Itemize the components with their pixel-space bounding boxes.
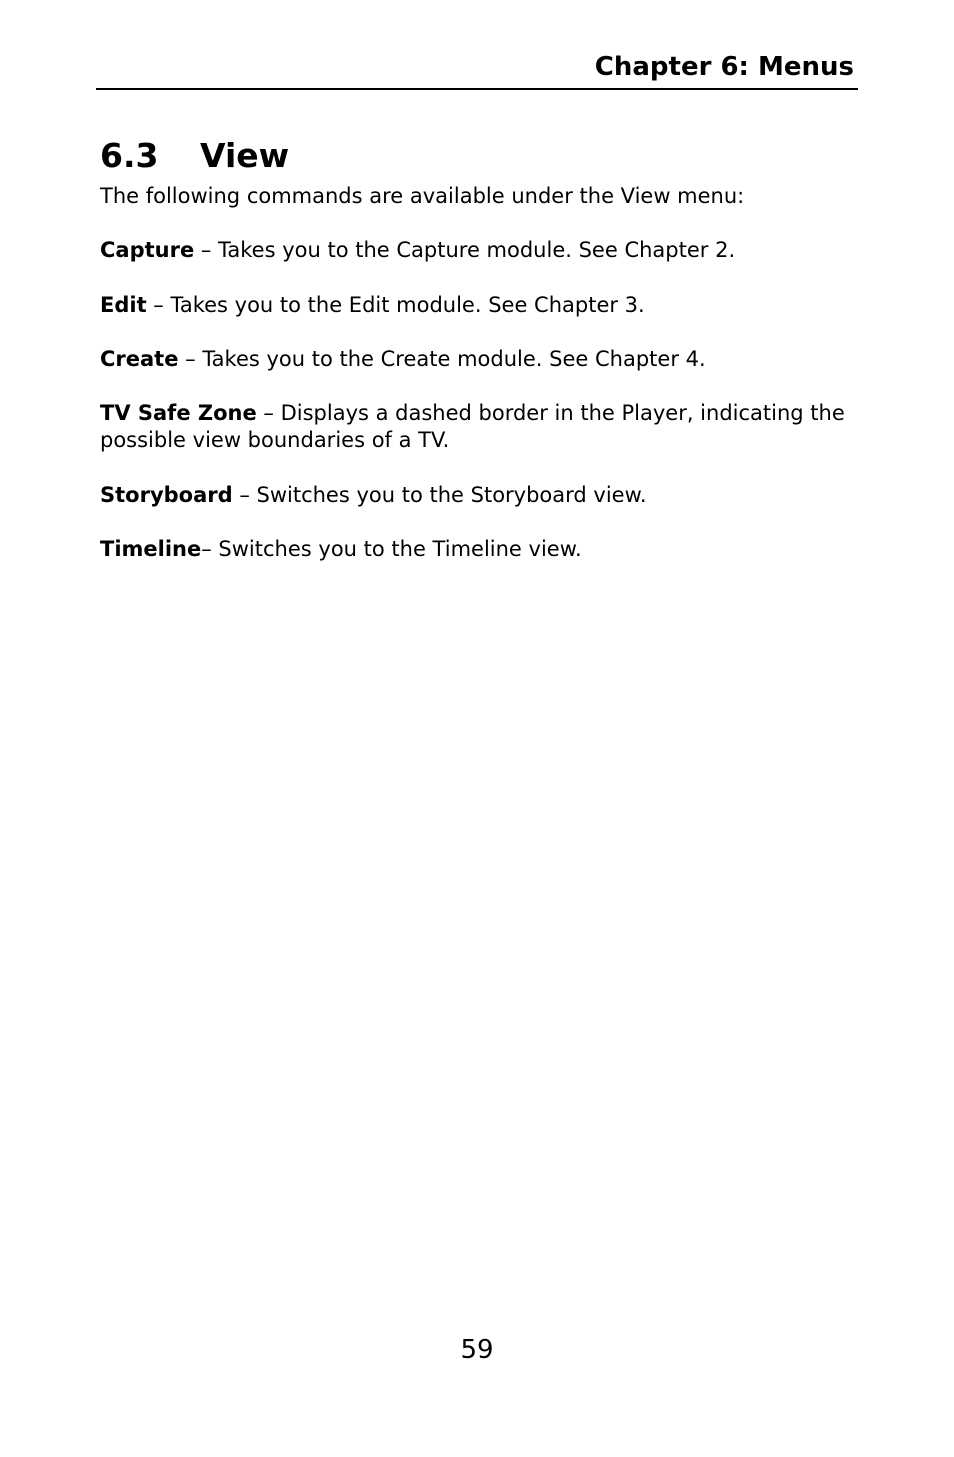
- command-term: Create: [100, 347, 179, 371]
- command-term: TV Safe Zone: [100, 401, 257, 425]
- command-tv-safe-zone: [100, 400, 860, 454]
- command-description: – Takes you to the Capture module. See Chapter 2.: [194, 238, 736, 262]
- section-title: View: [200, 136, 290, 175]
- command-description: – Takes you to the Create module. See Chapter 4.: [178, 347, 706, 371]
- command-timeline: [100, 536, 860, 563]
- command-term: Capture: [100, 238, 195, 262]
- command-term: Timeline: [100, 537, 202, 561]
- command-term: Edit: [100, 293, 147, 317]
- section-number: 6.3: [100, 136, 159, 175]
- page-number: 59: [460, 1335, 494, 1365]
- command-description: – Takes you to the Edit module. See Chapter 3.: [146, 293, 645, 317]
- command-storyboard: [100, 482, 860, 509]
- chapter-title: Chapter 6: Menus: [594, 52, 854, 82]
- command-capture: [100, 237, 860, 264]
- command-description: – Switches you to the Storyboard view.: [232, 483, 647, 507]
- command-term: Storyboard: [100, 483, 233, 507]
- command-description: – Switches you to the Timeline view.: [201, 537, 582, 561]
- command-create: [100, 346, 860, 373]
- page-header: [96, 50, 858, 90]
- section-heading: [100, 134, 289, 178]
- command-edit: [100, 292, 860, 319]
- command-description: – Displays a dashed border in the Player, indicating the possible view boundaries of a TV.: [100, 401, 845, 452]
- intro-paragraph: The following commands are available under the View menu:: [100, 184, 745, 208]
